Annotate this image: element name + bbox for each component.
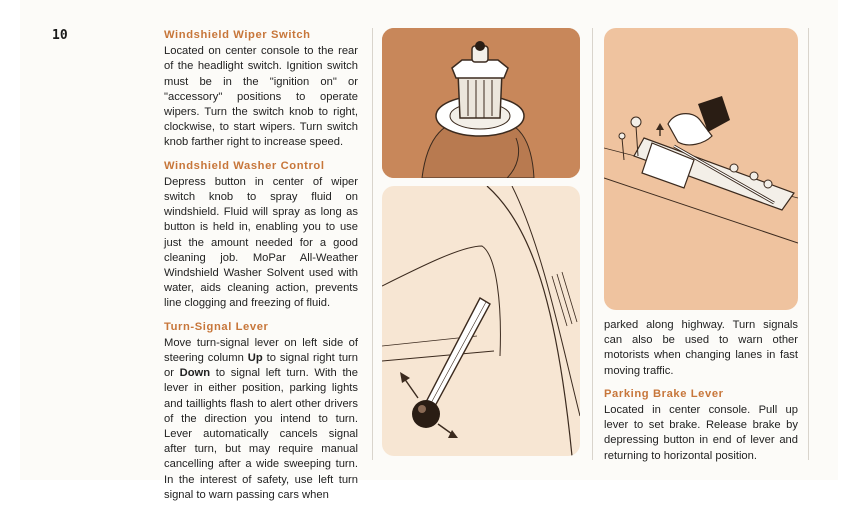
wiper-switch-text: Located on center console to the rear of the headlight switch. Ignition switch must be in the "ignition on" or "accessory" positions to operate wipers. Turn the switch knob to right, clockwise, to start wipers. Turn switch knob farther right to increase speed. bbox=[164, 45, 358, 149]
turn-signal-text-part: Move turn-signal lever on left side of steering column bbox=[164, 336, 358, 365]
parking-brake-drawing bbox=[604, 28, 798, 310]
column-divider bbox=[808, 28, 809, 460]
parking-brake-illustration bbox=[604, 28, 798, 310]
column-divider bbox=[592, 28, 593, 460]
turn-signal-heading: Turn-Signal Lever bbox=[164, 320, 269, 333]
turn-signal-continuation-text: parked along highway. Turn signals can also be used to warn other motorists when changing lanes in fast moving traffic. bbox=[604, 319, 798, 377]
turn-signal-text-part: to signal left turn. With the lever in either position, parking lights and taillights flash to alert other drivers of the direction you intend to turn. Lever automatically cancels signal after turn, but may require manual cancelling after a wide sweeping turn. In the interest of safety, use left turn signal to warn passing cars when bbox=[164, 367, 358, 501]
parking-brake-text: Located in center console. Pull up lever to set brake. Release brake by depressing button in end of lever and returning to horizontal position. bbox=[604, 404, 798, 462]
turn-signal-text bbox=[164, 336, 358, 503]
right-text-column bbox=[604, 318, 798, 472]
washer-control-heading: Windshield Washer Control bbox=[164, 159, 325, 172]
up-keyword: Up bbox=[247, 352, 263, 365]
washer-control-text: Depress button in center of wiper switch knob to spray fluid on windshield. Fluid will spray as long as button is held in, enabling you to use just the amount needed for a good cleaning job. MoPar All-Weather Windshield Washer Solvent used with water, aids cleaning action, prevents line clogging and freezing of fluid. bbox=[164, 175, 358, 310]
down-keyword: Down bbox=[179, 367, 211, 380]
wiper-switch-heading: Windshield Wiper Switch bbox=[164, 29, 311, 41]
column-divider bbox=[372, 28, 373, 460]
page-number: 10 bbox=[52, 28, 68, 43]
wiper-switch-illustration bbox=[382, 28, 580, 178]
turn-signal-text-part: to signal right turn or bbox=[164, 352, 358, 380]
wiper-knob-drawing bbox=[382, 28, 580, 178]
turn-signal-illustration bbox=[382, 186, 580, 456]
left-text-column bbox=[164, 28, 358, 511]
turn-signal-lever-drawing bbox=[382, 186, 580, 456]
parking-brake-heading: Parking Brake Lever bbox=[604, 387, 724, 400]
